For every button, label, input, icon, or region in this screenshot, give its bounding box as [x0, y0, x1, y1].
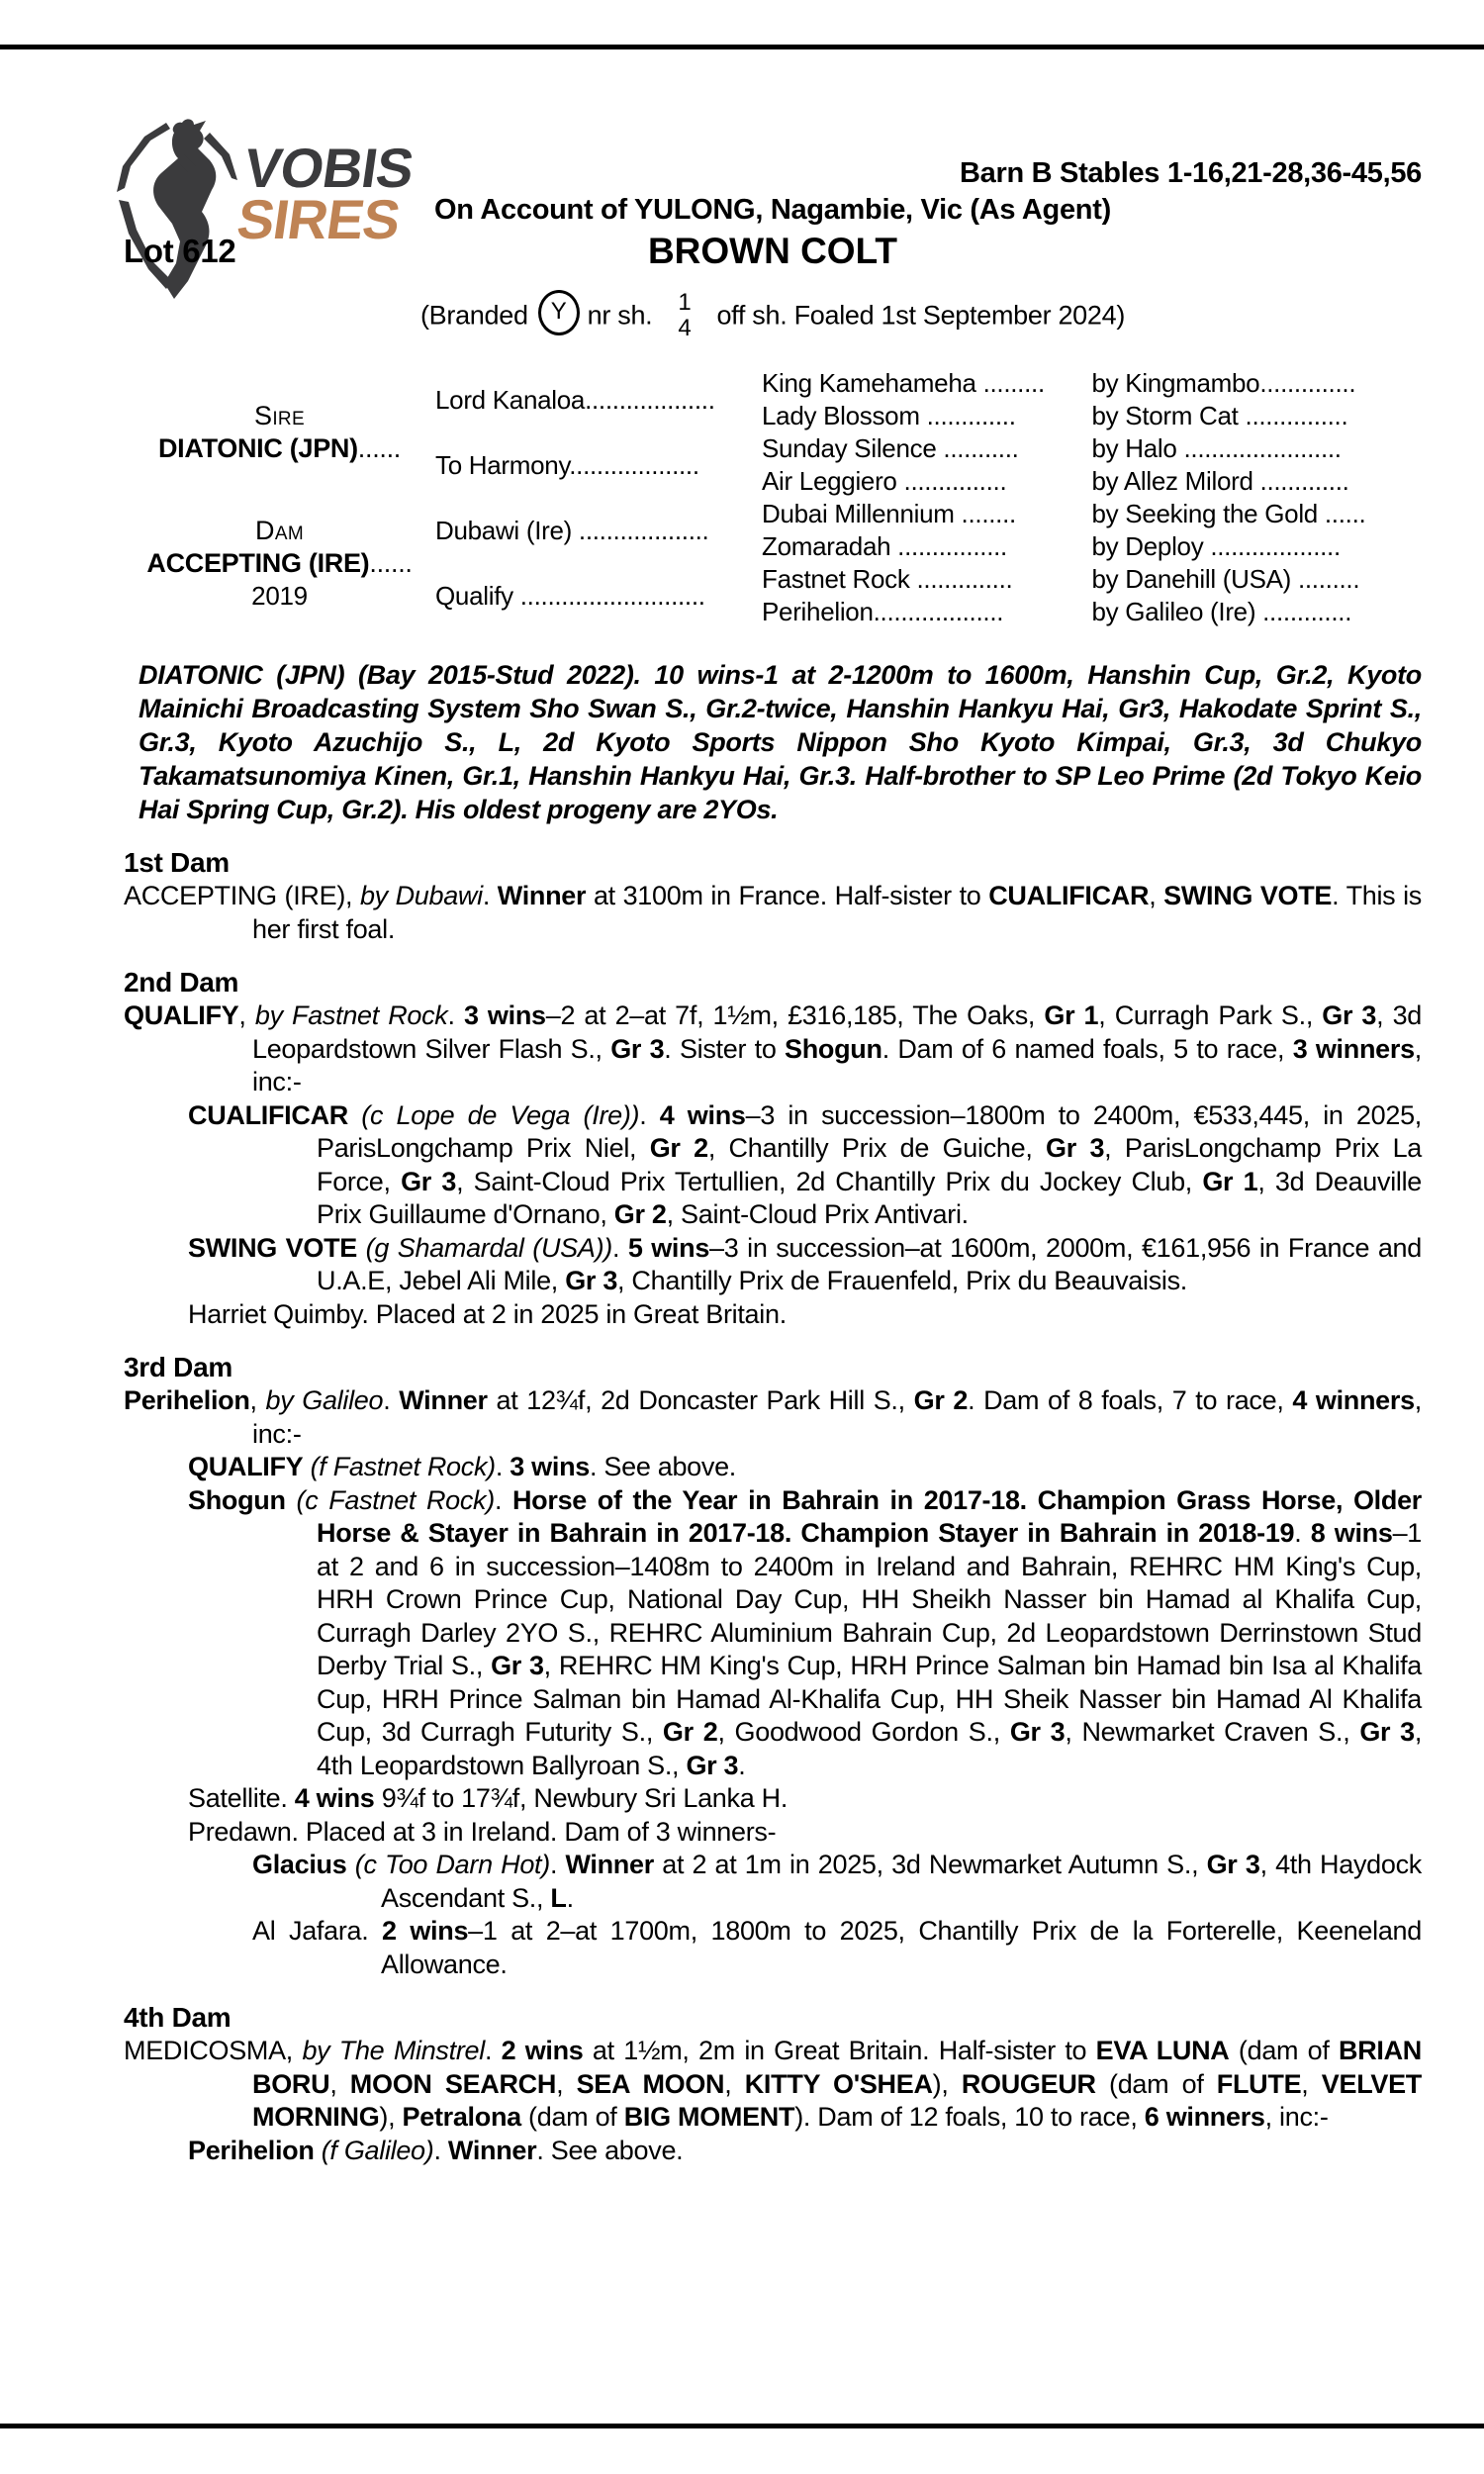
gen3-name: Sunday Silence ...........	[762, 433, 1019, 463]
dam-entry: QUALIFY, by Fastnet Rock. 3 wins–2 at 2–at 7f, 1½m, £316,185, The Oaks, Gr 1, Curragh Park S., Gr 3, 3d Leopardstown Silver Flash S., Gr 3. Sister to Shogun. Dam of 6 named foals, 5 to race, 3 winners, inc:-	[124, 1000, 1423, 1096]
sire-cell	[124, 367, 435, 498]
dam-entry: ACCEPTING (IRE), by Dubawi. Winner at 3100m in France. Half-sister to CUALIFICAR, SWING VOTE. This is her first foal.	[124, 881, 1422, 944]
progeny-entry: Predawn. Placed at 3 in Ireland. Dam of 3 winners-	[188, 1816, 777, 1847]
progeny-entry: CUALIFICAR (c Lope de Vega (Ire)). 4 wins–3 in succession–1800m to 2400m, €533,445, in 2025, ParisLongchamp Prix Niel, Gr 2, Chantilly Prix de Guiche, Gr 3, ParisLongchamp Prix La Force, Gr 3, Saint-Cloud Prix Tertullien, 2d Chantilly Prix du Jockey Club, Gr 1, 3d Deauville Prix Guillaume d'Ornano, Gr 2, Saint-Cloud Prix Antivari.	[188, 1099, 1423, 1229]
title-row	[124, 231, 1422, 278]
grandsire-maternal: Dubawi (Ire) ...................	[435, 515, 709, 545]
gen3-name: Zomaradah ................	[762, 531, 1007, 561]
branded-suffix: off sh. Foaled 1st September 2024)	[716, 300, 1126, 331]
pedigree-gen3-row	[762, 367, 1422, 400]
branded-prefix: (Branded	[419, 300, 528, 331]
gen3-name: Lady Blossom .............	[762, 401, 1016, 430]
section-heading: 4th Dam	[124, 2002, 232, 2033]
progeny-entry: Harriet Quimby. Placed at 2 in 2025 in Great Britain.	[188, 1298, 787, 1329]
pedigree-gen3-row	[762, 465, 1422, 498]
gen3-name: Perihelion...................	[762, 597, 1004, 626]
dam-name: ACCEPTING (IRE)......	[146, 547, 413, 578]
dam-label: Dam	[255, 515, 304, 545]
branded-line	[124, 290, 1422, 341]
gen3-by: by Halo .......................	[1091, 433, 1342, 463]
progeny-entry: QUALIFY (f Fastnet Rock). 3 wins. See above.	[188, 1452, 737, 1481]
gen3-by: by Deploy ...................	[1091, 531, 1341, 561]
branded-near-shoulder: nr sh.	[587, 300, 653, 331]
bottom-rule	[0, 2424, 1484, 2428]
dam-cell	[124, 498, 435, 628]
pedigree-gen3-row	[762, 563, 1422, 596]
logo-word-vobis: VOBIS	[240, 137, 417, 199]
brand-fraction-bottom: 4	[678, 315, 692, 341]
grandsire-paternal: Lord Kanaloa...................	[435, 384, 715, 415]
page-title: BROWN COLT	[647, 231, 898, 271]
barn-stables-line: Barn B Stables 1-16,21-28,36-45,56	[960, 157, 1422, 189]
progeny-entry: SWING VOTE (g Shamardal (USA)). 5 wins–3 in succession–at 1600m, 2000m, €161,956 in France and U.A.E, Jebel Ali Mile, Gr 3, Chantilly Prix de Frauenfeld, Prix du Beauvaisis.	[188, 1232, 1422, 1295]
dam-section-2	[124, 966, 1422, 1331]
sire-leader-dots: ......	[357, 433, 402, 463]
granddam-maternal: Qualify ...........................	[435, 580, 705, 611]
gen3-by: by Danehill (USA) .........	[1091, 564, 1360, 594]
pedigree-gen3-row	[762, 498, 1422, 530]
progeny-entry: Shogun (c Fastnet Rock). Horse of the Year in Bahrain in 2017-18. Champion Grass Horse, Older Horse & Stayer in Bahrain in 2017-18. Champion Stayer in Bahrain in 2018-19. 8 wins–1 at 2 and 6 in succession–1408m to 2400m in Ireland and Bahrain, REHRC HM King's Cup, HRH Crown Prince Cup, National Day Cup, HH Sheikh Nasser bin Hamad al Khalifa Cup, Curragh Darley 2YO S., REHRC Aluminium Bahrain Cup, 2d Leopardstown Derrinstown Stud Derby Trial S., Gr 3, REHRC HM King's Cup, HRH Prince Salman bin Hamad bin Isa al Khalifa Cup, HRH Prince Salman bin Hamad Al-Khalifa Cup, HH Sheik Nasser bin Hamad Al Khalifa Cup, 3d Curragh Futurity S., Gr 2, Goodwood Gordon S., Gr 3, Newmarket Craven S., Gr 3, 4th Leopardstown Ballyroan S., Gr 3.	[188, 1484, 1423, 1780]
dam-leader-dots: ......	[369, 547, 413, 578]
section-heading: 3rd Dam	[124, 1352, 232, 1382]
dam-entry: MEDICOSMA, by The Minstrel. 2 wins at 1½m, 2m in Great Britain. Half-sister to EVA LUNA (dam of BRIAN BORU, MOON SEARCH, SEA MOON, KITTY O'SHEA), ROUGEUR (dam of FLUTE, VELVET MORNING), Petralona (dam of BIG MOMENT). Dam of 12 foals, 10 to race, 6 winners, inc:-	[124, 2036, 1422, 2132]
gen3-name: Dubai Millennium ........	[762, 499, 1016, 528]
pedigree-gen3-row	[762, 400, 1422, 432]
gen3-by: by Allez Milord .............	[1091, 466, 1349, 496]
sire-label: Sire	[254, 401, 305, 430]
brand-fraction-top: 1	[678, 289, 692, 316]
gen3-name: Air Leggiero ...............	[762, 466, 1007, 496]
pedigree-gen3-row	[762, 596, 1422, 628]
page-content	[124, 0, 1422, 2167]
brand-mark-icon: Y	[538, 290, 580, 335]
dam-section-4	[124, 2001, 1422, 2167]
gen3-by: by Storm Cat ...............	[1091, 401, 1348, 430]
dam-entry: Perihelion, by Galileo. Winner at 12¾f, 2d Doncaster Park Hill S., Gr 2. Dam of 8 foals, 7 to race, 4 winners, inc:-	[124, 1385, 1422, 1449]
gen3-by: by Seeking the Gold ......	[1091, 499, 1366, 528]
sub-progeny-entry: Al Jafara. 2 wins–1 at 2–at 1700m, 1800m to 2025, Chantilly Prix de la Forterelle, Keeneland Allowance.	[252, 1916, 1422, 1979]
gen3-name: King Kamehameha .........	[762, 368, 1045, 398]
gen3-by: by Galileo (Ire) .............	[1091, 597, 1352, 626]
pedigree-gen3-row	[762, 432, 1422, 465]
brand-number-fraction	[678, 290, 691, 341]
progeny-entry: Satellite. 4 wins 9¾f to 17¾f, Newbury Sri Lanka H.	[188, 1783, 788, 1813]
gen3-by: by Kingmambo..............	[1091, 368, 1356, 398]
section-heading: 1st Dam	[124, 847, 230, 878]
pedigree-table	[124, 367, 1422, 628]
gen3-name: Fastnet Rock ..............	[762, 564, 1013, 594]
sub-progeny-entry: Glacius (c Too Darn Hot). Winner at 2 at 1m in 2025, 3d Newmarket Autumn S., Gr 3, 4th Haydock Ascendant S., L.	[252, 1850, 1422, 1913]
lot-number: Lot 612	[124, 233, 236, 269]
pedigree-gen3-row	[762, 530, 1422, 563]
sire-name: DIATONIC (JPN)......	[157, 433, 402, 463]
granddam-paternal: To Harmony...................	[435, 449, 699, 480]
dam-foaling-year: 2019	[251, 580, 308, 611]
dam-section-3	[124, 1351, 1422, 1981]
logo-word-sires: SIRES	[232, 187, 404, 250]
section-heading: 2nd Dam	[124, 967, 239, 998]
vendor-account-line: On Account of YULONG, Nagambie, Vic (As Agent)	[434, 194, 1111, 226]
sire-race-record: DIATONIC (JPN) (Bay 2015-Stud 2022). 10 wins-1 at 2-1200m to 1600m, Hanshin Cup, Gr.2, Kyoto Mainichi Broadcasting System Sho Swan S., Gr.2-twice, Hanshin Hankyu Hai, Gr3, Hakodate Sprint S., Gr.3, Kyoto Azuchijo S., L, 2d Kyoto Sports Nippon Sho Kyoto Kimpai, Gr.3, 3d Chukyo Takamatsunomiya Kinen, Gr.1, Hanshin Hankyu Hai, Gr.3. Half-brother to SP Leo Prime (2d Tokyo Keio Hai Spring Cup, Gr.2). His oldest progeny are 2YOs.	[139, 660, 1422, 824]
progeny-entry: Perihelion (f Galileo). Winner. See above.	[188, 2135, 684, 2165]
dam-section-1	[124, 846, 1422, 946]
